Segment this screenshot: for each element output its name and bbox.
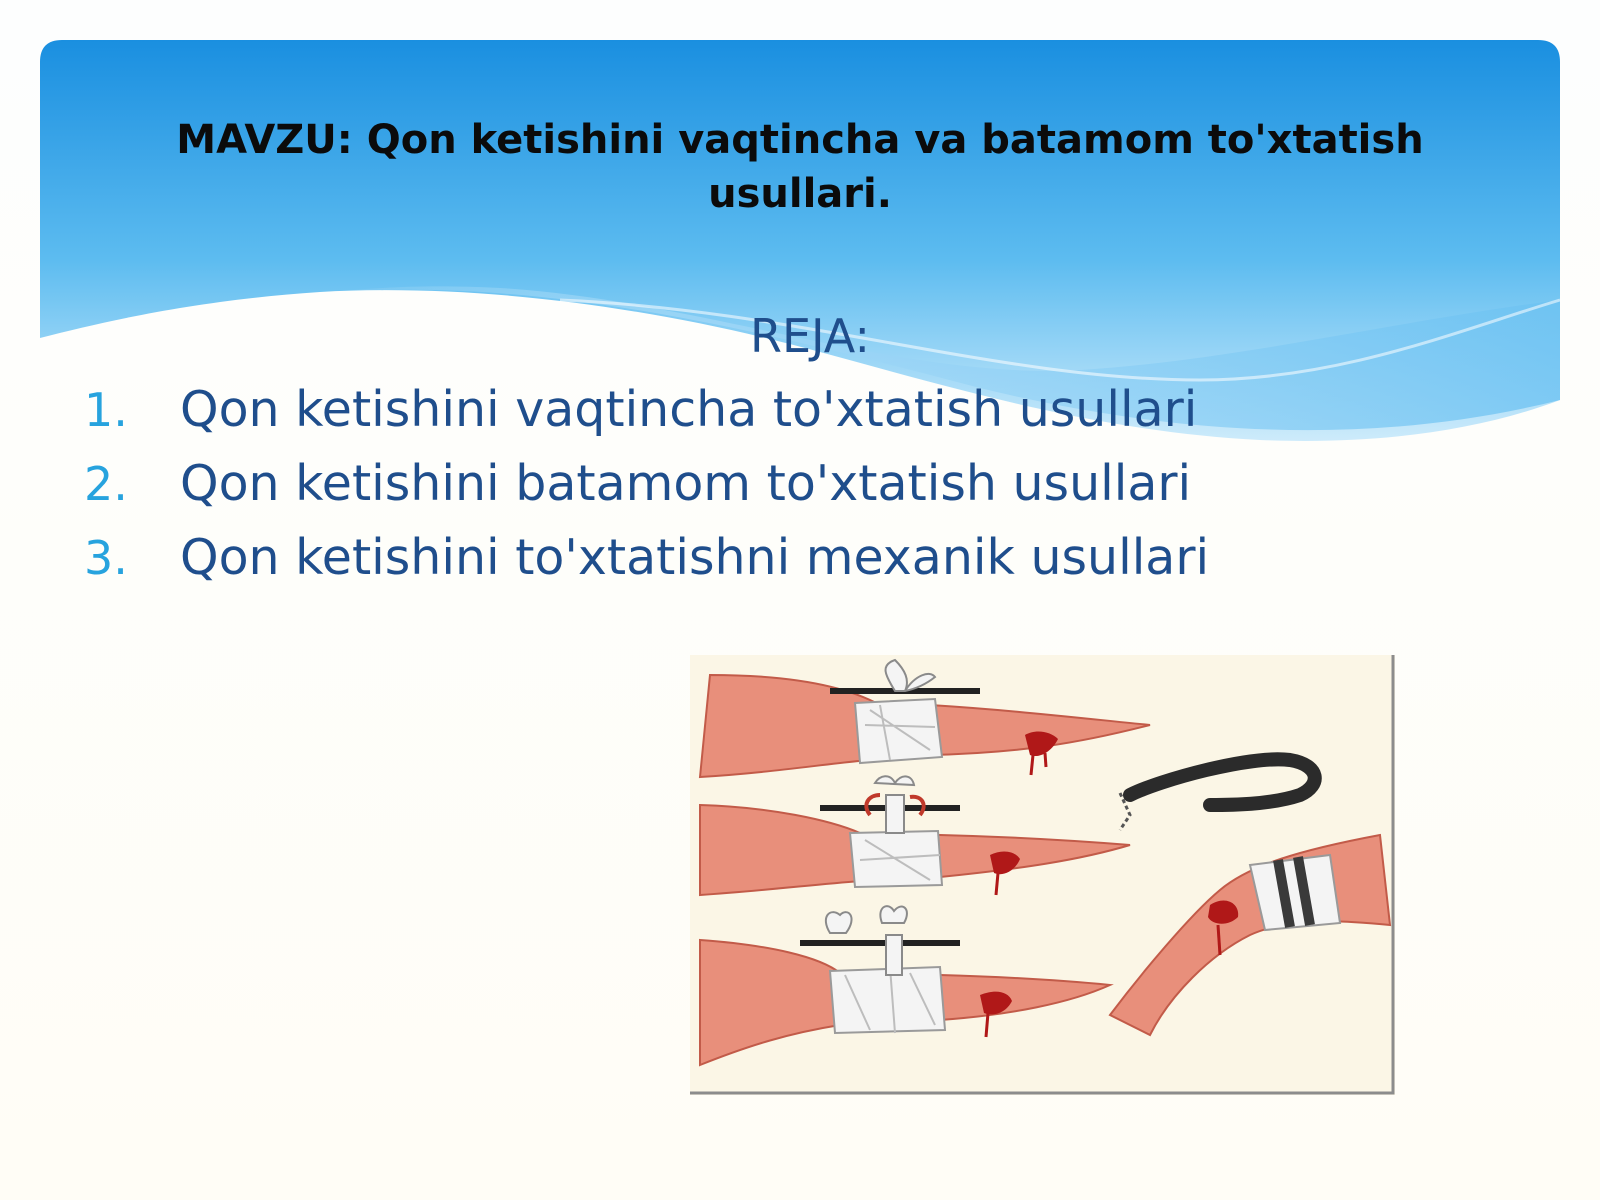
plan-list (84, 381, 1384, 603)
bandage (855, 699, 942, 763)
plan-item-text: Qon ketishini batamom to'xtatish usullari (180, 455, 1192, 512)
plan-item-number: 2. (84, 457, 128, 511)
plan-item-1 (84, 381, 1384, 455)
bandage (830, 967, 945, 1033)
plan-item-3 (84, 529, 1384, 603)
slide-title: MAVZU: Qon ketishini vaqtincha va batamom to'xtatish usullari. (176, 117, 1424, 217)
tourniquet-illustration (690, 655, 1395, 1095)
plan-item-text: Qon ketishini vaqtincha to'xtatish usullari (180, 381, 1198, 438)
plan-item-text: Qon ketishini to'xtatishni mexanik usullari (180, 529, 1210, 586)
plan-item-2 (84, 455, 1384, 529)
plan-heading: REJA: (750, 309, 870, 363)
plan-item-number: 3. (84, 531, 128, 585)
plan-item-number: 1. (84, 383, 128, 437)
